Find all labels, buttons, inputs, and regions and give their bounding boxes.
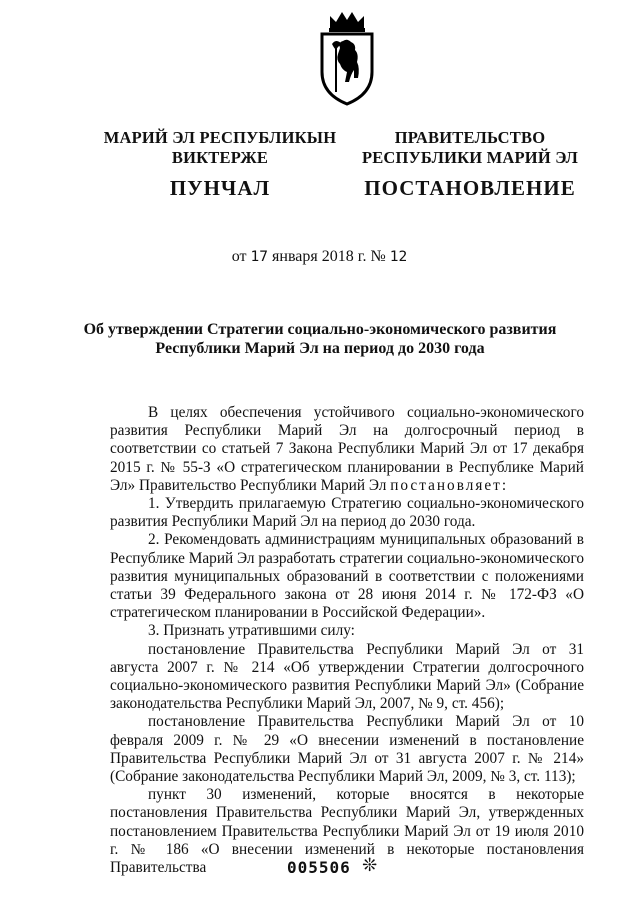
preamble-text: В целях обеспечения устойчивого социально-экономического развития Республики Марий Эл на долгосрочный период в соответствии со статьей 7 Закона Республики Марий Эл от 17 декабря 2015 г. № 55-З «О стратегическом планировании в Республике Марий Эл» Правительство Республики Марий Эл	[110, 404, 584, 494]
document-title	[80, 320, 560, 358]
decree-dateline	[0, 248, 639, 266]
header-right-doc-type: ПОСТАНОВЛЕНИЕ	[364, 176, 576, 200]
dateline-day: 17	[250, 249, 269, 265]
paragraph-preamble	[110, 404, 584, 495]
serial-number: 005506	[287, 858, 351, 877]
paragraph-item-2: 2. Рекомендовать администрациям муниципальных образований в Республике Марий Эл разработать стратегии социально-экономического развития муниципальных образований в соответствии с положениями статьи 39 Федерального закона от 28 июня 2014 г. № 172-ФЗ «О стратегическом планировании в Российской Федерации».	[110, 531, 584, 622]
document-body	[110, 404, 584, 877]
header-right-line1: ПРАВИТЕЛЬСТВО	[394, 128, 546, 147]
header-right-line2: РЕСПУБЛИКИ МАРИЙ ЭЛ	[361, 148, 579, 167]
dateline-prefix: от	[231, 248, 247, 265]
paragraph-repeal-1: постановление Правительства Республики Марий Эл от 31 августа 2007 г. № 214 «Об утверждении Стратегии долгосрочного социально-экономического развития Республики Марий Эл» (Собрание законодательства Республики Марий Эл, 2007, № 9, ст. 456);	[110, 640, 584, 713]
header-mari-language	[100, 128, 340, 198]
dateline-month-year: января 2018 г. №	[272, 248, 386, 265]
header-left-doc-type: ПУНЧАЛ	[169, 176, 271, 200]
header-left-line1: МАРИЙ ЭЛ РЕСПУБЛИКЫН	[103, 128, 337, 147]
dateline-number: 12	[389, 249, 408, 265]
header-left-line2: ВИКТЕРЖЕ	[171, 148, 269, 167]
paragraph-item-1: 1. Утвердить прилагаемую Стратегию социально-экономического развития Республики Марий Эл на период до 2030 года.	[110, 495, 584, 531]
paragraph-item-3: 3. Признать утратившими силу:	[148, 622, 355, 640]
title-line1: Об утверждении Стратегии социально-экономического развития	[83, 321, 557, 338]
coat-of-arms-icon	[316, 8, 378, 106]
decree-word: постановляет:	[390, 476, 509, 494]
paragraph-repeal-2: постановление Правительства Республики Марий Эл от 10 февраля 2009 г. № 29 «О внесении изменений в постановление Правительства Республики Марий Эл от 31 августа 2007 г. № 214» (Собрание законодательства Республики Марий Эл, 2009, № 3, ст. 113);	[110, 713, 584, 786]
paragraph-repeal-3: пункт 30 изменений, которые вносятся в некоторые постановления Правительства Республики Марий Эл, утвержденных постановлением Правительства Республики Марий Эл от 19 июля 2010 г. № 186 «О внесении изменений в некоторые постановления Правительства	[110, 786, 584, 877]
header-russian-language	[350, 128, 590, 198]
footer-mark: ❊	[362, 855, 378, 876]
title-line2: Республики Марий Эл на период до 2030 года	[155, 340, 485, 357]
